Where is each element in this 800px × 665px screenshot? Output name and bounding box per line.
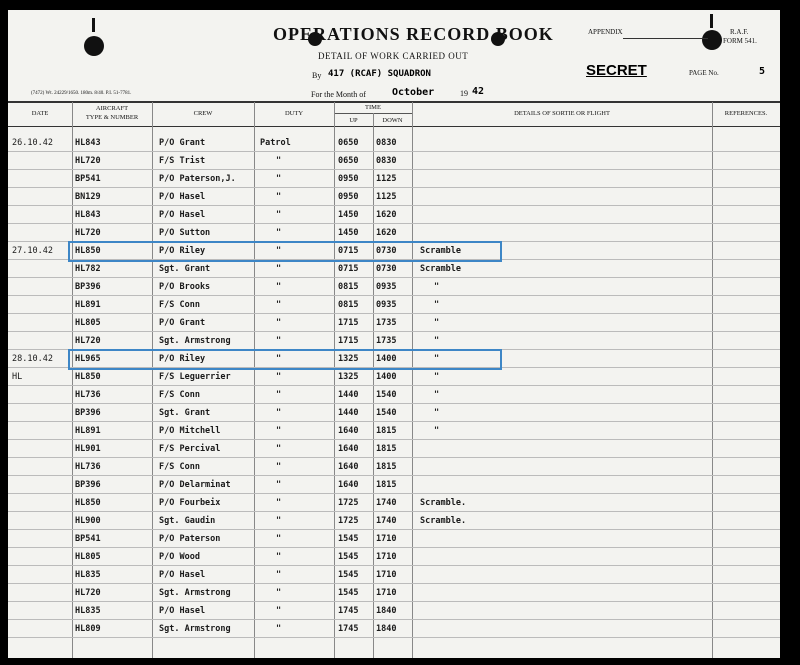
cell-down: 1540	[376, 390, 397, 400]
binder-pin-left	[92, 18, 95, 32]
cell-down: 1710	[376, 570, 397, 580]
cell-aircraft: BP396	[75, 480, 101, 490]
cell-duty: "	[276, 408, 282, 418]
cell-crew: P/O Paterson,J.	[159, 174, 236, 184]
cell-duty: "	[276, 246, 282, 256]
cell-details: Scramble.	[420, 516, 467, 526]
cell-up: 0815	[338, 300, 359, 310]
cell-up: 1325	[338, 372, 359, 382]
cell-crew: P/O Riley	[159, 354, 206, 364]
cell-details: Scramble	[420, 246, 461, 256]
row-rule	[8, 439, 780, 440]
cell-down: 1620	[376, 228, 397, 238]
cell-duty: "	[276, 624, 282, 634]
cell-details: "	[434, 426, 440, 436]
cell-duty: "	[276, 516, 282, 526]
cell-crew: P/O Fourbeix	[159, 498, 221, 508]
cell-up: 1450	[338, 210, 359, 220]
cell-crew: Sgt. Grant	[159, 264, 211, 274]
cell-crew: P/O Mitchell	[159, 426, 221, 436]
cell-crew: F/S Trist	[159, 156, 206, 166]
cell-crew: Sgt. Armstrong	[159, 588, 231, 598]
cell-up: 0715	[338, 264, 359, 274]
cell-crew: F/S Conn	[159, 300, 200, 310]
row-rule	[8, 331, 780, 332]
cell-duty: "	[276, 444, 282, 454]
appendix-line	[623, 38, 708, 39]
cell-duty: "	[276, 192, 282, 202]
header-bottom-rule	[8, 126, 780, 127]
subtitle: DETAIL OF WORK CARRIED OUT	[318, 51, 469, 61]
row-rule	[8, 637, 780, 638]
cell-down: 1125	[376, 192, 397, 202]
record-sheet	[8, 10, 780, 658]
cell-duty: "	[276, 462, 282, 472]
cell-duty: "	[276, 390, 282, 400]
cell-aircraft: HL901	[75, 444, 101, 454]
cell-duty: "	[276, 534, 282, 544]
cell-up: 0650	[338, 156, 359, 166]
cell-duty: "	[276, 480, 282, 490]
cell-aircraft: HL891	[75, 300, 101, 310]
cell-down: 1540	[376, 408, 397, 418]
page-label: PAGE No.	[689, 69, 719, 77]
cell-down: 0935	[376, 282, 397, 292]
header-crew: CREW	[193, 110, 213, 117]
cell-aircraft: BP541	[75, 534, 101, 544]
row-rule	[8, 187, 780, 188]
cell-aircraft: HL736	[75, 462, 101, 472]
cell-up: 1640	[338, 426, 359, 436]
cell-down: 1840	[376, 624, 397, 634]
cell-crew: P/O Wood	[159, 552, 200, 562]
cell-down: 1815	[376, 426, 397, 436]
cell-details: Scramble	[420, 264, 461, 274]
cell-crew: Sgt. Gaudin	[159, 516, 216, 526]
row-rule	[8, 313, 780, 314]
cell-details: "	[434, 390, 440, 400]
by-label: By	[312, 71, 322, 80]
header-up: UP	[349, 117, 358, 124]
cell-down: 1710	[376, 588, 397, 598]
row-rule	[8, 205, 780, 206]
cell-down: 1400	[376, 354, 397, 364]
cell-down: 1125	[376, 174, 397, 184]
cell-aircraft: HL891	[75, 426, 101, 436]
form-label: FORM 541.	[723, 37, 757, 45]
binder-hole-right	[702, 30, 722, 50]
cell-down: 1735	[376, 318, 397, 328]
cell-down: 0830	[376, 138, 397, 148]
binder-hole-left	[84, 36, 104, 56]
cell-aircraft: HL805	[75, 318, 101, 328]
cell-date: 28.10.42	[12, 354, 53, 364]
cell-up: 1325	[338, 354, 359, 364]
cell-up: 1745	[338, 606, 359, 616]
cell-crew: P/O Sutton	[159, 228, 211, 238]
header-references: REFERENCES.	[724, 110, 768, 117]
cell-duty: "	[276, 588, 282, 598]
cell-duty: "	[276, 228, 282, 238]
cell-duty: "	[276, 318, 282, 328]
year-value: 42	[472, 86, 485, 97]
row-rule	[8, 547, 780, 548]
squadron-name: 417 (RCAF) SQUADRON	[328, 69, 431, 79]
cell-up: 1440	[338, 408, 359, 418]
header-aircraft: AIRCRAFT	[95, 105, 129, 112]
cell-up: 0950	[338, 192, 359, 202]
cell-aircraft: HL850	[75, 246, 101, 256]
row-rule	[8, 295, 780, 296]
cell-details: "	[434, 372, 440, 382]
cell-details: "	[434, 300, 440, 310]
cell-crew: P/O Grant	[159, 138, 206, 148]
cell-aircraft: HL835	[75, 570, 101, 580]
cell-aircraft: HL809	[75, 624, 101, 634]
year-label: 19	[460, 89, 468, 98]
cell-date: 27.10.42	[12, 246, 53, 256]
cell-aircraft: HL843	[75, 138, 101, 148]
page-title: OPERATIONS RECORD BOOK	[273, 24, 554, 44]
appendix-label: APPENDIX	[588, 28, 623, 36]
header-down: DOWN	[382, 117, 403, 124]
row-rule	[8, 601, 780, 602]
cell-crew: F/S Leguerrier	[159, 372, 231, 382]
col-divider-crew	[254, 102, 255, 658]
cell-crew: P/O Hasel	[159, 606, 206, 616]
cell-date: HL	[12, 372, 23, 382]
page-number: 5	[759, 66, 766, 77]
cell-crew: P/O Hasel	[159, 570, 206, 580]
cell-crew: P/O Grant	[159, 318, 206, 328]
cell-aircraft: HL835	[75, 606, 101, 616]
cell-down: 1840	[376, 606, 397, 616]
row-rule	[8, 169, 780, 170]
cell-down: 1400	[376, 372, 397, 382]
binder-pin-right	[710, 14, 713, 28]
cell-duty: "	[276, 570, 282, 580]
cell-duty: "	[276, 606, 282, 616]
cell-aircraft: HL843	[75, 210, 101, 220]
cell-aircraft: HL720	[75, 588, 101, 598]
cell-up: 1545	[338, 570, 359, 580]
row-rule	[8, 619, 780, 620]
cell-up: 0650	[338, 138, 359, 148]
cell-down: 1735	[376, 336, 397, 346]
col-divider-aircraft	[152, 102, 153, 658]
cell-up: 1715	[338, 336, 359, 346]
cell-down: 1815	[376, 480, 397, 490]
cell-crew: Sgt. Armstrong	[159, 624, 231, 634]
cell-up: 1640	[338, 444, 359, 454]
cell-duty: "	[276, 264, 282, 274]
cell-up: 1545	[338, 552, 359, 562]
header-time: TIME	[365, 104, 381, 111]
col-divider-details	[712, 102, 713, 658]
header-date: DATE	[31, 110, 49, 117]
cell-up: 1715	[338, 318, 359, 328]
cell-crew: Sgt. Armstrong	[159, 336, 231, 346]
row-rule	[8, 493, 780, 494]
cell-details: "	[434, 318, 440, 328]
cell-details: Scramble.	[420, 498, 467, 508]
cell-crew: P/O Delarminat	[159, 480, 231, 490]
cell-duty: "	[276, 300, 282, 310]
cell-aircraft: HL720	[75, 336, 101, 346]
cell-crew: P/O Brooks	[159, 282, 211, 292]
header-aircraft-type: TYPE & NUMBER	[85, 114, 139, 121]
cell-crew: P/O Paterson	[159, 534, 221, 544]
cell-crew: P/O Riley	[159, 246, 206, 256]
col-divider-date	[72, 102, 73, 658]
row-rule	[8, 223, 780, 224]
cell-duty: "	[276, 552, 282, 562]
cell-down: 0830	[376, 156, 397, 166]
cell-duty: "	[276, 354, 282, 364]
header-details: DETAILS OF SORTIE OR FLIGHT	[514, 110, 610, 117]
cell-duty: "	[276, 282, 282, 292]
cell-up: 1640	[338, 462, 359, 472]
cell-details: "	[434, 408, 440, 418]
cell-details: "	[434, 354, 440, 364]
cell-duty: "	[276, 426, 282, 436]
cell-aircraft: HL850	[75, 498, 101, 508]
cell-aircraft: BP396	[75, 408, 101, 418]
cell-up: 1440	[338, 390, 359, 400]
cell-duty: "	[276, 210, 282, 220]
cell-details: "	[434, 282, 440, 292]
cell-crew: F/S Conn	[159, 390, 200, 400]
cell-up: 0815	[338, 282, 359, 292]
raf-label: R.A.F.	[730, 28, 749, 36]
row-rule	[8, 565, 780, 566]
cell-aircraft: HL782	[75, 264, 101, 274]
cell-down: 0730	[376, 264, 397, 274]
cell-crew: F/S Conn	[159, 462, 200, 472]
cell-aircraft: HL850	[75, 372, 101, 382]
row-rule	[8, 475, 780, 476]
cell-crew: P/O Hasel	[159, 210, 206, 220]
cell-up: 1450	[338, 228, 359, 238]
cell-down: 1620	[376, 210, 397, 220]
row-rule	[8, 151, 780, 152]
cell-up: 1725	[338, 498, 359, 508]
cell-duty: "	[276, 372, 282, 382]
header-duty: DUTY	[284, 110, 304, 117]
cell-down: 0935	[376, 300, 397, 310]
row-rule	[8, 529, 780, 530]
cell-down: 1815	[376, 462, 397, 472]
cell-duty: "	[276, 336, 282, 346]
cell-duty: "	[276, 156, 282, 166]
row-rule	[8, 457, 780, 458]
printer-note: (7472) Wt. 24229/1650. 180m. 8/40. P.I. 51-7781.	[31, 91, 132, 96]
row-rule	[8, 583, 780, 584]
cell-aircraft: HL736	[75, 390, 101, 400]
cell-up: 0715	[338, 246, 359, 256]
row-rule	[8, 277, 780, 278]
cell-aircraft: HL720	[75, 156, 101, 166]
cell-up: 0950	[338, 174, 359, 184]
cell-details: "	[434, 336, 440, 346]
cell-up: 1725	[338, 516, 359, 526]
col-divider-duty	[334, 102, 335, 658]
highlight-box	[68, 349, 502, 370]
cell-aircraft: HL805	[75, 552, 101, 562]
month-label: For the Month of	[311, 90, 366, 99]
cell-date: 26.10.42	[12, 138, 53, 148]
cell-down: 1710	[376, 534, 397, 544]
cell-down: 1740	[376, 498, 397, 508]
cell-crew: P/O Hasel	[159, 192, 206, 202]
cell-crew: F/S Percival	[159, 444, 221, 454]
cell-aircraft: BP396	[75, 282, 101, 292]
cell-up: 1545	[338, 588, 359, 598]
cell-up: 1545	[338, 534, 359, 544]
secret-stamp: SECRET	[586, 62, 647, 79]
month-value: October	[392, 87, 435, 98]
row-rule	[8, 385, 780, 386]
cell-up: 1640	[338, 480, 359, 490]
row-rule	[8, 511, 780, 512]
cell-down: 0730	[376, 246, 397, 256]
cell-down: 1815	[376, 444, 397, 454]
cell-duty: "	[276, 498, 282, 508]
row-rule	[8, 403, 780, 404]
col-divider-down	[412, 102, 413, 658]
cell-down: 1740	[376, 516, 397, 526]
cell-aircraft: HL720	[75, 228, 101, 238]
row-rule	[8, 421, 780, 422]
cell-duty: Patrol	[260, 138, 291, 148]
cell-up: 1745	[338, 624, 359, 634]
cell-aircraft: HL965	[75, 354, 101, 364]
cell-aircraft: HL900	[75, 516, 101, 526]
cell-crew: Sgt. Grant	[159, 408, 211, 418]
cell-aircraft: BP541	[75, 174, 101, 184]
cell-down: 1710	[376, 552, 397, 562]
cell-duty: "	[276, 174, 282, 184]
cell-aircraft: BN129	[75, 192, 101, 202]
highlight-box	[68, 241, 502, 262]
